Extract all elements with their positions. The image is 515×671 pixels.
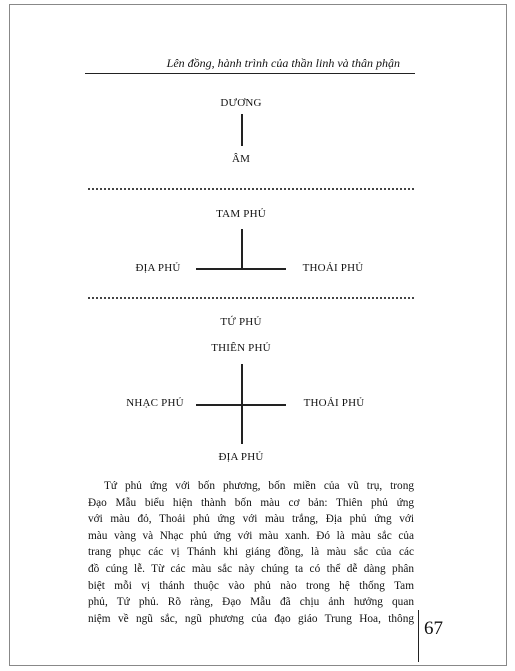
paragraph-line: niệm về ngũ sắc, ngũ phương của đạo giáo Trung Hoa, thông	[88, 612, 414, 625]
page-number: 67	[424, 618, 443, 639]
label-tam-phu: TAM PHỦ	[216, 208, 266, 220]
dotted-separator-1	[88, 188, 414, 190]
label-thien-phu: THIÊN PHỦ	[211, 342, 271, 354]
paragraph-line: đồ cúng lễ. Từ các màu sắc này chúng ta có thể dễ dàng phân	[88, 562, 414, 575]
duong-am-connector	[241, 114, 243, 146]
paragraph-line: Đạo Mẫu biểu hiện thành bốn màu cơ bản: Thiên phủ ứng	[88, 496, 414, 509]
label-dia-phu-2: ĐỊA PHỦ	[218, 451, 264, 463]
label-nhac-phu: NHẠC PHỦ	[126, 397, 184, 409]
tu-phu-horizontal-line	[196, 404, 286, 406]
label-dia-phu: ĐỊA PHỦ	[135, 262, 181, 274]
tam-phu-vertical-line	[241, 229, 243, 269]
paragraph-line: phủ, Tứ phủ. Rõ ràng, Đạo Mẫu đã chịu ảnh hưởng quan	[88, 596, 414, 609]
paragraph-line: biệt mỗi vị thánh thuộc vào phủ nào trong hệ thống Tam	[88, 579, 414, 592]
label-am: ÂM	[231, 153, 251, 165]
label-thoai-phu: THOẢI PHỦ	[302, 262, 364, 274]
header-rule	[85, 73, 415, 74]
dotted-separator-2	[88, 297, 414, 299]
paragraph-line: màu vàng và Nhạc phủ ứng với màu xanh. Đó là màu sắc của	[88, 529, 414, 542]
paragraph-line: với màu đỏ, Thoải phủ ứng với màu trắng, Địa phủ ứng với	[88, 513, 414, 526]
running-header: Lên đồng, hành trình của thần linh và thân phận	[166, 56, 400, 70]
paragraph-line: Tứ phủ ứng với bốn phương, bốn miền của vũ trụ, trong	[104, 480, 414, 492]
label-thoai-phu-2: THOẢI PHỦ	[303, 397, 365, 409]
label-tu-phu: TỨ PHỦ	[220, 316, 262, 328]
body-paragraph	[88, 478, 414, 627]
tam-phu-horizontal-line	[196, 268, 286, 270]
paragraph-line: trang phục các vị Thánh khi giáng đồng, là màu sắc của các	[88, 546, 414, 559]
page-number-rule	[418, 610, 419, 662]
label-duong: DƯƠNG	[220, 97, 262, 109]
